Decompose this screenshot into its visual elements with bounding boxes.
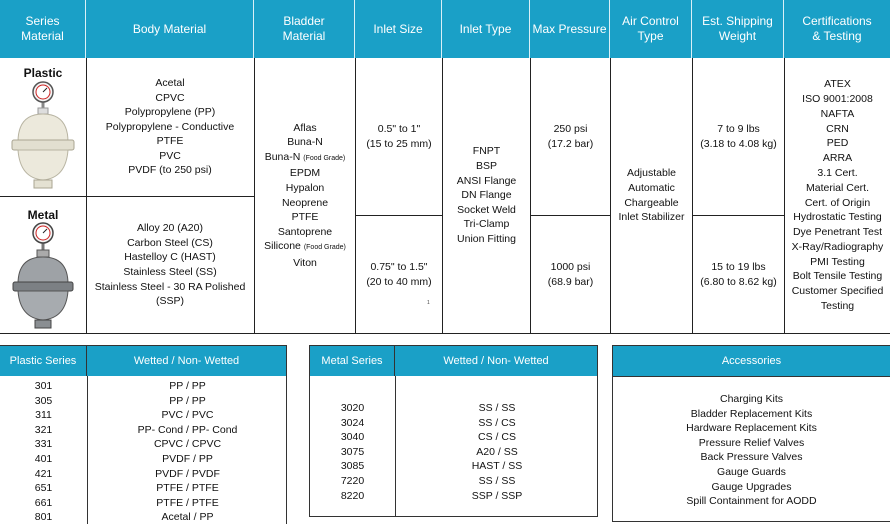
plastic-pump-image	[8, 80, 78, 192]
table-cell: 401	[34, 452, 53, 465]
accessory-item: Gauge Guards	[717, 465, 786, 478]
plastic-shipping-weight: 7 to 9 lbs (3.18 to 4.08 kg)	[700, 122, 777, 150]
table-cell: 311	[35, 409, 52, 422]
accessory-item: Back Pressure Valves	[700, 451, 803, 464]
body-material-item: Polypropylene (PP)	[124, 106, 216, 119]
header-body-material: Body Material	[86, 0, 254, 58]
plastic-series-table	[0, 345, 287, 524]
body-material-item: Hastelloy C (HAST)	[124, 251, 216, 264]
bladder-material-item: Hypalon	[285, 181, 325, 194]
certification-item: NAFTA	[820, 107, 855, 120]
bladder-material-item: Silicone (Food Grade)	[264, 240, 346, 253]
table-cell: HAST / SS	[471, 460, 523, 473]
inlet-types	[443, 58, 530, 333]
air-control-types	[611, 58, 692, 333]
body-material-item: Stainless Steel (SS)	[123, 266, 217, 278]
inlet-type-item: FNPT	[472, 145, 501, 158]
plastic-series-wetted	[88, 379, 287, 524]
table-cell: 661	[34, 496, 53, 509]
grid-line	[0, 333, 890, 334]
table-cell: 801	[34, 511, 53, 524]
table-cell: 421	[34, 467, 53, 480]
header-inlet-size: Inlet Size	[355, 0, 442, 58]
metal-series-numbers	[310, 401, 395, 503]
certification-item: Hydrostatic Testing	[793, 211, 882, 224]
header-wetted: Wetted / Non- Wetted	[395, 346, 597, 376]
table-cell: CPVC / CPVC	[153, 438, 222, 451]
table-cell: PTFE / PTFE	[156, 496, 219, 509]
body-material-item: PTFE	[156, 135, 184, 148]
accessory-item: Bladder Replacement Kits	[690, 407, 813, 420]
table-cell: 3024	[340, 416, 365, 429]
air-control-item: Inlet Stabilizer	[618, 211, 685, 224]
series-label-plastic: Plastic	[23, 66, 63, 80]
bladder-material-item: Buna-N	[287, 136, 323, 149]
table-cell: 3020	[340, 402, 365, 414]
metal-shipping-weight: 15 to 19 lbs (6.80 to 8.62 kg)	[700, 260, 777, 288]
inlet-type-item: DN Flange	[461, 189, 512, 202]
body-material-item: PVC	[159, 149, 181, 162]
accessories-header	[613, 346, 890, 376]
bladder-material-item: Aflas	[293, 121, 317, 134]
bladder-material-item: Santoprene	[277, 225, 333, 238]
certification-item: CRN	[826, 122, 849, 135]
table-cell: PVDF / PVDF	[155, 467, 220, 480]
metal-inlet-size: 0.75" to 1.5" (20 to 40 mm)	[366, 260, 432, 288]
table-cell: PP / PP	[169, 380, 206, 392]
header-wetted: Wetted / Non- Wetted	[87, 346, 286, 376]
table-cell: PVDF / PP	[162, 452, 213, 465]
header-air-control-type: Air Control Type	[610, 0, 692, 58]
accessories-list	[613, 392, 890, 509]
certification-item: ISO 9001:2008	[802, 92, 873, 105]
body-material-item: CPVC	[155, 91, 185, 104]
table-cell: PTFE / PTFE	[156, 482, 219, 495]
table-cell: CS / CS	[478, 431, 516, 444]
certification-item: Testing	[820, 300, 855, 313]
table-cell: SSP / SSP	[471, 489, 523, 502]
air-control-item: Chargeable	[624, 196, 679, 209]
table-cell: A20 / SS	[476, 445, 518, 458]
table-cell: SS / CS	[478, 416, 516, 429]
inlet-type-item: ANSI Flange	[456, 174, 517, 187]
table-cell: 3075	[340, 445, 365, 458]
certifications-list	[785, 58, 890, 333]
certification-item: Bolt Tensile Testing	[792, 270, 883, 283]
certification-item: 3.1 Cert.	[817, 166, 858, 179]
certification-item: ATEX	[824, 78, 851, 91]
bladder-material-item: Viton	[293, 256, 317, 269]
air-control-item: Adjustable	[626, 167, 677, 180]
accessory-item: Spill Containment for AODD	[686, 495, 817, 508]
certification-item: PMI Testing	[810, 255, 865, 268]
plastic-body-materials	[86, 58, 254, 196]
plastic-series-numbers	[0, 379, 87, 524]
table-cell: 301	[34, 380, 53, 392]
plastic-inlet-size: 0.5" to 1" (15 to 25 mm)	[366, 122, 432, 150]
grid-line	[613, 376, 890, 377]
header-plastic-series: Plastic Series	[0, 346, 87, 376]
header-inlet-type: Inlet Type	[442, 0, 530, 58]
table-cell: 651	[34, 482, 53, 495]
metal-series-wetted	[396, 401, 598, 503]
stray-mark: 1	[427, 300, 430, 306]
inlet-type-item: Tri-Clamp	[463, 218, 510, 231]
table-cell: 7220	[340, 474, 365, 487]
bladder-materials	[255, 58, 355, 333]
certification-item: X-Ray/Radiography	[791, 240, 884, 253]
table-cell: PP- Cond / PP- Cond	[137, 423, 238, 436]
accessory-item: Gauge Upgrades	[711, 480, 792, 493]
table-cell: 321	[34, 423, 53, 436]
table-cell: PVC / PVC	[161, 409, 214, 422]
table-cell: SS / SS	[478, 474, 516, 487]
accessory-item: Pressure Relief Valves	[698, 436, 805, 449]
body-material-item: Polypropylene - Conductive	[105, 120, 235, 133]
table-cell: 3085	[340, 460, 365, 473]
header-metal-series: Metal Series	[310, 346, 395, 376]
accessory-item: Charging Kits	[719, 393, 784, 405]
certification-item: Material Cert.	[805, 181, 869, 194]
plastic-max-pressure: 250 psi (17.2 bar)	[547, 122, 594, 150]
table-cell: 305	[34, 394, 53, 407]
main-table-header	[0, 0, 890, 58]
header-series-material: Series Material	[0, 0, 86, 58]
certification-item: Dye Penetrant Test	[792, 226, 883, 239]
table-cell: 3040	[340, 431, 365, 444]
header-max-pressure: Max Pressure	[530, 0, 610, 58]
bladder-material-item: Neoprene	[281, 196, 329, 209]
table-cell: PP / PP	[169, 394, 206, 407]
body-material-item: (SSP)	[155, 295, 184, 308]
inlet-type-item: Socket Weld	[457, 203, 516, 216]
inlet-type-item: BSP	[475, 160, 497, 173]
plastic-series-header	[0, 346, 286, 376]
table-cell: Acetal / PP	[161, 511, 214, 524]
metal-max-pressure: 1000 psi (68.9 bar)	[547, 260, 594, 288]
body-material-item: Stainless Steel - 30 RA Polished	[94, 280, 246, 293]
bladder-material-item: PTFE	[291, 211, 319, 224]
air-control-item: Automatic	[628, 181, 675, 194]
header-accessories: Accessories	[613, 346, 890, 376]
certification-item: ARRA	[822, 152, 853, 165]
header-shipping-weight: Est. Shipping Weight	[692, 0, 784, 58]
header-certifications: Certifications & Testing	[784, 0, 890, 58]
certification-item: Customer Specified	[791, 285, 884, 298]
metal-series-header	[310, 346, 597, 376]
bladder-material-item: EPDM	[289, 167, 321, 180]
table-cell: 8220	[340, 489, 365, 502]
series-label-metal: Metal	[27, 208, 59, 222]
body-material-item: PVDF (to 250 psi)	[128, 164, 212, 177]
metal-series-table	[309, 345, 598, 517]
certification-item: Cert. of Origin	[804, 196, 871, 209]
bladder-material-item: Buna-N (Food Grade)	[264, 150, 346, 163]
body-material-item: Alloy 20 (A20)	[137, 222, 203, 235]
inlet-type-item: Union Fitting	[457, 232, 516, 245]
accessories-table	[612, 345, 890, 522]
header-bladder-material: Bladder Material	[254, 0, 355, 58]
metal-body-materials	[86, 197, 254, 333]
table-cell: 331	[34, 438, 53, 451]
table-cell: SS / SS	[478, 402, 516, 414]
certification-item: PED	[826, 137, 849, 150]
body-material-item: Acetal	[155, 76, 185, 89]
body-material-item: Carbon Steel (CS)	[127, 236, 213, 249]
accessory-item: Hardware Replacement Kits	[686, 422, 817, 435]
metal-pump-image	[10, 222, 76, 330]
